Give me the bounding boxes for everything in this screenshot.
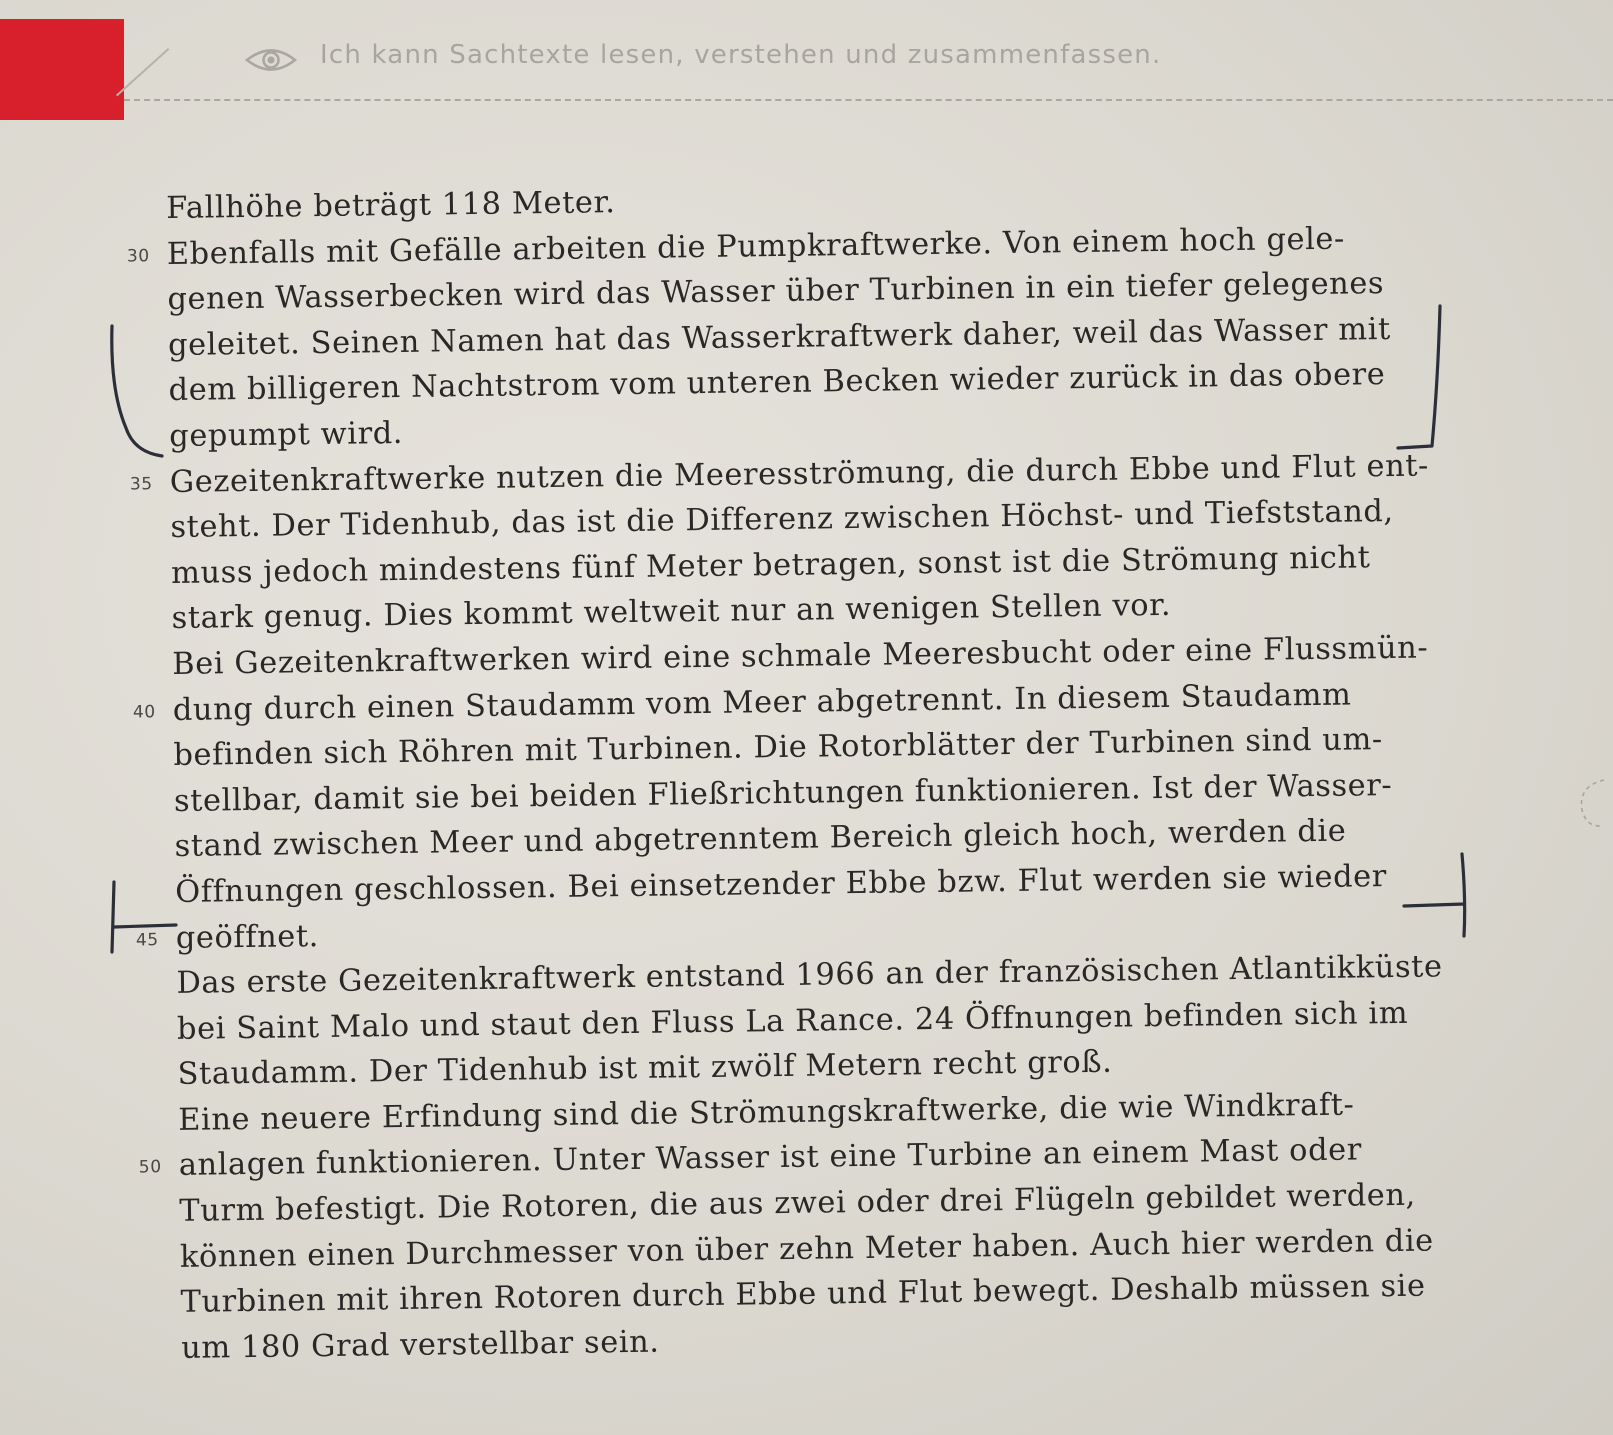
line-text: geleitet. Seinen Namen hat das Wasserkraftwerk daher, weil das Wasser mit xyxy=(167,311,1392,363)
line-text: um 180 Grad verstellbar sein. xyxy=(180,1324,660,1366)
line-text: geöffnet. xyxy=(175,918,320,956)
body-text xyxy=(0,167,1613,1373)
line-text: Turbinen mit ihren Rotoren durch Ebbe und Flut bewegt. Deshalb müssen sie xyxy=(180,1268,1426,1321)
line-number: 35 xyxy=(129,473,153,495)
chapter-color-tab xyxy=(0,19,124,120)
line-text: Ebenfalls mit Gefälle arbeiten die Pumpkraftwerke. Von einem hoch gele- xyxy=(166,221,1346,272)
line-text: können einen Durchmesser von über zehn Meter haben. Auch hier werden die xyxy=(179,1223,1434,1275)
eye-icon xyxy=(244,47,298,73)
line-text: befinden sich Röhren mit Turbinen. Die Rotorblätter der Turbinen sind um- xyxy=(173,722,1383,774)
line-text: stellbar, damit sie bei beiden Fließrichtungen funktionieren. Ist der Wasser- xyxy=(173,767,1393,819)
line-text: Das erste Gezeitenkraftwerk entstand 1966 an der französischen Atlantikküste xyxy=(176,949,1443,1002)
line-number: 30 xyxy=(126,245,150,267)
line-text: Eine neuere Erfindung sind die Strömungskraftwerke, die wie Windkraft- xyxy=(178,1087,1355,1138)
line-text: stark genug. Dies kommt weltweit nur an wenigen Stellen vor. xyxy=(171,588,1172,637)
learning-objective: Ich kann Sachtexte lesen, verstehen und zusammenfassen. xyxy=(320,40,1162,70)
line-number: 40 xyxy=(132,701,156,723)
line-text: dung durch einen Staudamm vom Meer abgetrennt. In diesem Staudamm xyxy=(172,677,1352,728)
line-number: 45 xyxy=(135,929,159,950)
line-text: Staudamm. Der Tidenhub ist mit zwölf Metern recht groß. xyxy=(177,1044,1113,1093)
line-text: steht. Der Tidenhub, das ist die Differenz zwischen Höchst- und Tiefststand, xyxy=(170,494,1394,546)
line-text: genen Wasserbecken wird das Wasser über Turbinen in ein tiefer gelegenes xyxy=(167,266,1385,318)
line-text: bei Saint Malo und staut den Fluss La Rance. 24 Öffnungen befinden sich im xyxy=(176,995,1409,1047)
line-text: Turm befestigt. Die Rotoren, die aus zwei oder drei Flügeln gebildet werden, xyxy=(179,1177,1417,1229)
line-text: Fallhöhe beträgt 118 Meter. xyxy=(166,185,616,226)
header-dashed-rule xyxy=(124,99,1613,101)
line-text: Gezeitenkraftwerke nutzen die Meeresströmung, die durch Ebbe und Flut ent- xyxy=(169,448,1430,500)
line-text: stand zwischen Meer und abgetrenntem Bereich gleich hoch, werden die xyxy=(174,813,1347,865)
line-text: gepumpt wird. xyxy=(169,415,404,454)
line-text: muss jedoch mindestens fünf Meter betragen, sonst ist die Strömung nicht xyxy=(170,540,1371,591)
line-text: Öffnungen geschlossen. Bei einsetzender Ebbe bzw. Flut werden sie wieder xyxy=(175,858,1388,910)
line-text: dem billigeren Nachtstrom vom unteren Becken wieder zurück in das obere xyxy=(168,357,1386,409)
line-text: anlagen funktionieren. Unter Wasser ist eine Turbine an einem Mast oder xyxy=(178,1132,1363,1184)
line-text: Bei Gezeitenkraftwerken wird eine schmale Meeresbucht oder eine Flussmün- xyxy=(172,630,1429,682)
line-number: 50 xyxy=(138,1157,162,1178)
